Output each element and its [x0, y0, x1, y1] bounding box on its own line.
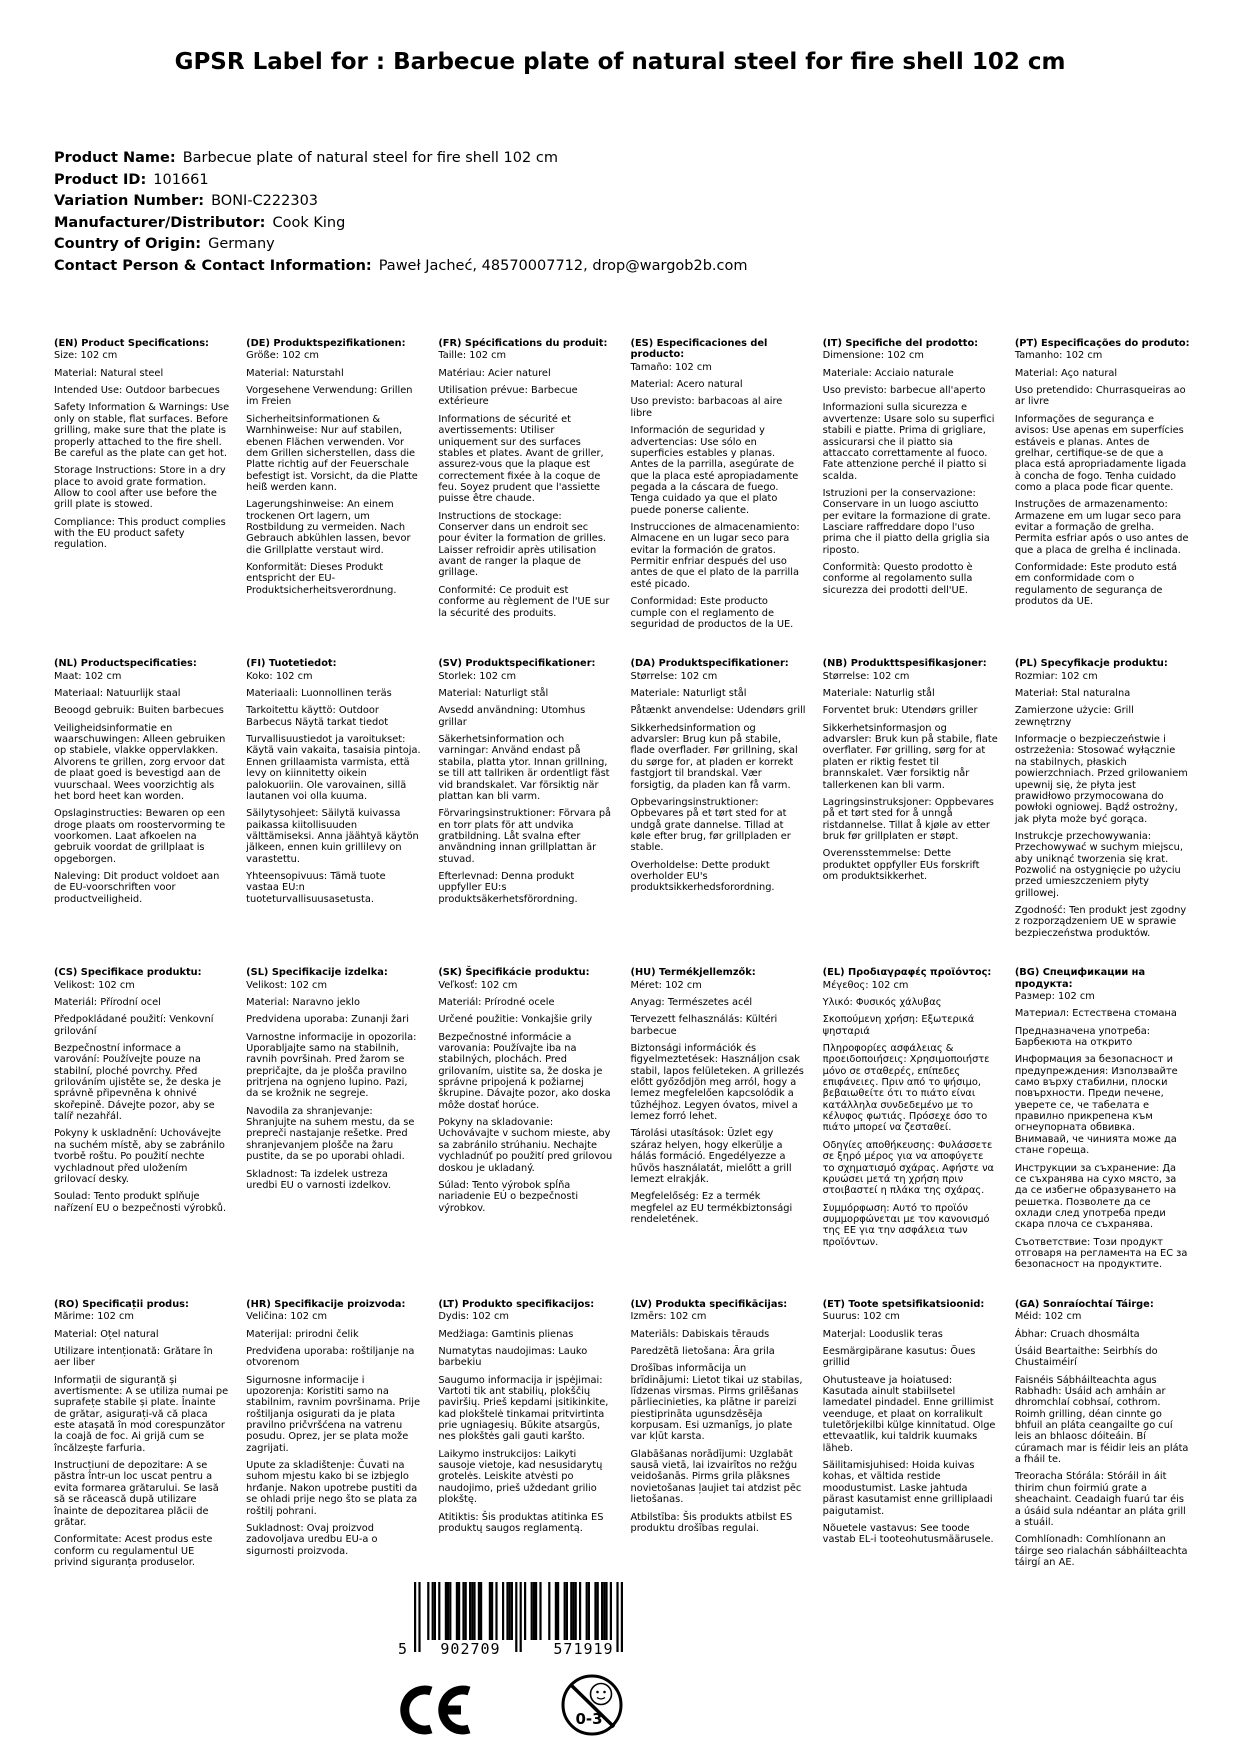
language-spec-header: (NL) Productspecificaties:: [54, 658, 197, 670]
spec-paragraph: Opslaginstructies: Bewaren op een droge plaats om roostervorming te voorkomen. Laat afkoelen na gebruik voordat de grillplaat is opgeborgen.: [54, 808, 226, 865]
language-spec-header: (EN) Product Specifications:: [54, 338, 209, 349]
spec-paragraph: Sikkerhetsinformasjon og advarsler: Bruk kun på stabile, flate overflater. Før grilling, sørg for at platen er riktig festet til brannskalet. Vær forsiktig når tallerkenen kan bli varm.: [822, 722, 998, 791]
spec-paragraph: Größe: 102 cm: [246, 350, 319, 362]
language-spec-section: [438, 967, 613, 1271]
spec-paragraph: Turvallisuustiedot ja varoitukset: Käytä vain vakaita, tasaisia pintoja. Ennen grillaamista varmista, että levy on kiinnitetty oikein palokuoriin. Ole varovainen, sillä lautanen voi olla kuuma.: [246, 734, 421, 802]
spec-paragraph: Konformität: Dieses Produkt entspricht der EU-Produktsicherheitsverordnung.: [246, 562, 397, 596]
language-spec-header: (RO) Specificații produs:: [54, 1298, 189, 1310]
spec-paragraph: Säilitamisjuhised: Hoida kuivas kohas, et vältida restide moodustumist. Laske jahtuda pärast kasutamist enne grilliplaadi paigutamist.: [822, 1460, 993, 1517]
spec-paragraph: Συμμόρφωση: Αυτό το προϊόν συμμορφώνεται με τον κανονισμό της ΕΕ για την ασφάλεια των προϊόντων.: [822, 1202, 990, 1248]
language-spec-section: [246, 338, 421, 630]
product-info-label: Product ID:: [54, 171, 147, 188]
product-info-label: Country of Origin:: [54, 236, 202, 252]
spec-paragraph: Laikymo instrukcijos: Laikyti sausoje vietoje, kad nesusidarytų grotelės. Leiskite atvėsti po naudojimo, prieš uždedant grilio plokštę.: [438, 1448, 603, 1506]
spec-paragraph: Conformitate: Acest produs este conform cu regulamentul UE privind siguranța produselor.: [54, 1534, 213, 1568]
language-spec-section: [246, 1299, 421, 1569]
spec-paragraph: Zamierzone użycie: Grill zewnętrzny: [1014, 705, 1134, 728]
language-spec-section: [631, 1299, 806, 1569]
language-spec-section: [631, 967, 806, 1271]
spec-paragraph: Materiaal: Natuurlijk staal: [54, 687, 181, 699]
language-spec-section: [54, 1299, 229, 1569]
language-spec-section: [54, 658, 229, 939]
spec-paragraph: Предназначена употреба: Барбекюта на открито: [1014, 1025, 1151, 1048]
spec-paragraph: Instructions de stockage: Conserver dans un endroit sec pour éviter la formation de grilles. Laisser refroidir après utilisation avant de ranger la plaque de grillage.: [438, 510, 607, 579]
spec-paragraph: Informacje o bezpieczeństwie i ostrzeżenia: Stosować wyłącznie na stabilnych, płaskich powierzchniach. Przed grilowaniem upewnij się, że płyta jest prawidłowo przymocowana do powłoki ogniowej. Bądź ostrożny, jak płyta może być gorąca.: [1014, 734, 1188, 825]
language-spec-header: (BG) Спецификации на продукта:: [1014, 967, 1146, 990]
language-spec-header: (DE) Produktspezifikationen:: [246, 338, 406, 349]
spec-paragraph: Overensstemmelse: Dette produktet oppfyller EUs forskrift om produktsikkerhet.: [822, 848, 980, 883]
spec-paragraph: Úsáid Beartaithe: Seirbhís do Chustaiméirí: [1014, 1345, 1158, 1369]
spec-paragraph: Информация за безопасност и предупреждения: Използвайте само върху стабилни, плоски повърхности. Преди печене, уверете се, че табелата е правилно прикрепена към огнеупорната обвивка. Внимавай, че чинията може да стане гореща.: [1014, 1054, 1178, 1157]
product-info-block: [54, 148, 748, 277]
spec-paragraph: Istruzioni per la conservazione: Conservare in un luogo asciutto per evitare la formazione di grate. Lasciare raffreddare dopo l'uso prima che il piatto della griglia sia riposto.: [822, 487, 991, 556]
spec-paragraph: Forventet bruk: Utendørs griller: [822, 705, 978, 717]
language-spec-section: [438, 1299, 613, 1569]
language-spec-body: [1015, 1311, 1190, 1568]
page-title: GPSR Label for : Barbecue plate of natural steel for fire shell 102 cm: [174, 49, 1066, 75]
spec-paragraph: Pokyny k uskladnění: Uchovávejte na suchém místě, aby se zabránilo tvorbě roštu. Po použití nechte vychladnout před uložením grilovací desky.: [54, 1128, 225, 1185]
spec-paragraph: Dydis: 102 cm: [438, 1311, 509, 1323]
language-spec-body: [438, 980, 613, 1214]
spec-paragraph: Instrucciones de almacenamiento: Almacene en un lugar seco para evitar la formación de gratos. Permitir enfriar después del uso antes de que el plato de la parrilla esté picado.: [630, 522, 800, 590]
language-spec-body: [631, 1311, 806, 1534]
spec-paragraph: Informazioni sulla sicurezza e avvertenze: Usare solo su superfici stabili e piatte. Prima di grigliare, assicurarsi che il piatto sia attaccato correttamente al fuoco. Fate attenzione perché il piatto si scalda.: [822, 402, 995, 482]
spec-paragraph: Materiał: Stal naturalna: [1014, 687, 1131, 699]
ce-mark-icon: [400, 1684, 474, 1740]
spec-paragraph: Förvaringsinstruktioner: Förvara på en torr plats för att undvika gratbildning. Låt svalna efter användning innan grillplattan är stuvad.: [438, 808, 612, 865]
language-spec-body: [54, 671, 229, 905]
spec-paragraph: Veľkosť: 102 cm: [438, 979, 518, 991]
spec-paragraph: Efterlevnad: Denna produkt uppfyller EU:s produktsäkerhetsförordning.: [438, 871, 578, 905]
language-spec-body: [246, 671, 421, 905]
barcode-group1: 902709: [440, 1640, 501, 1658]
spec-paragraph: Instruções de armazenamento: Armazene em um lugar seco para evitar a formação de grelha. Permita esfriar após o uso antes de que a placa de grelha é inclinada.: [1014, 499, 1189, 556]
spec-paragraph: Материал: Естествена стомана: [1014, 1008, 1177, 1020]
spec-paragraph: Material: Natural steel: [54, 367, 164, 379]
spec-paragraph: Uso previsto: barbecue all'aperto: [822, 385, 986, 397]
language-spec-section: [1015, 1299, 1190, 1569]
language-spec-header: (NB) Produkttspesifikasjoner:: [822, 658, 987, 670]
spec-paragraph: Navodila za shranjevanje: Shranjujte na suhem mestu, da se prepreči nastajanje rešetke. Pred shranjevanjem plošče na žaru pustite, da se po uporabi ohladi.: [246, 1105, 415, 1163]
spec-paragraph: Předpokládané použití: Venkovní grilování: [54, 1014, 214, 1037]
product-info-row: [54, 256, 748, 278]
spec-paragraph: Materjal: Looduslik teras: [822, 1328, 943, 1340]
language-spec-body: [246, 350, 421, 596]
spec-paragraph: Atbilstība: Šis produkts atbilst ES produktu drošības regulai.: [630, 1511, 793, 1534]
spec-paragraph: Bezpečnostné informácie a varovania: Používajte iba na stabilných, plochách. Pred grilovaním, uistite sa, že doska je správne pripojená k požiarnej škrupine. Dávajte pozor, ako doska môže dostať horúce.: [438, 1031, 611, 1111]
language-spec-header: (SV) Produktspecifikationer:: [438, 658, 596, 670]
spec-paragraph: Ábhar: Cruach dhosmálta: [1014, 1328, 1140, 1340]
spec-paragraph: Conformidad: Este producto cumple con el reglamento de seguridad de productos de la UE.: [630, 596, 794, 630]
spec-paragraph: Material: Acero natural: [630, 379, 743, 391]
language-spec-header: (LV) Produkta specifikācijas:: [630, 1298, 788, 1310]
language-spec-body: [54, 350, 229, 550]
language-spec-section: [438, 658, 613, 939]
language-spec-body: [246, 980, 421, 1192]
spec-paragraph: Biztonsági információk és figyelmeztetések: Használjon csak stabil, lapos felületeken. A grillezés előtt győződjön meg arról, hogy a lemez megfelelően kapcsolódik a tűzhéjhoz. Legyen óvatos, mivel a lemez forró lehet.: [630, 1042, 804, 1123]
language-spec-section: [823, 658, 998, 939]
language-spec-section: [823, 967, 998, 1271]
product-info-value: Barbecue plate of natural steel for fire shell 102 cm: [182, 150, 558, 166]
product-info-label: Variation Number:: [54, 193, 205, 209]
spec-paragraph: Glabāšanas norādījumi: Uzglabāt sausā vietā, lai izvairītos no režģu veidošanās. Pirms grila plāksnes novietošanas ļaujiet tai atdzist pēc lietošanas.: [630, 1448, 802, 1506]
spec-paragraph: Predvidena uporaba: Zunanji žari: [246, 1014, 409, 1026]
spec-paragraph: Maat: 102 cm: [54, 670, 122, 682]
spec-paragraph: Treoracha Stórála: Stóráil in áit thirim chun foirmiú grate a sheachaint. Ceadaigh fuarú tar éis a úsáid sula ndéantar an pláta grill a stuáil.: [1014, 1471, 1186, 1528]
product-info-label: Manufacturer/Distributor:: [54, 214, 266, 231]
spec-paragraph: Påtænkt anvendelse: Udendørs grill: [630, 705, 806, 717]
spec-paragraph: Instrukcje przechowywania: Przechowywać w suchym miejscu, aby uniknąć tworzenia się krat. Pozwolić na ostygnięcie po użyciu przed umieszczeniem płyty grillowej.: [1014, 830, 1183, 899]
spec-paragraph: Sicherheitsinformationen & Warnhinweise: Nur auf stabilen, ebenen Flächen verwenden. Vor dem Grillen sicherstellen, dass die Platte richtig auf der Feuerschale befestigt ist. Vorsicht, da die Platte heiß werden kann.: [246, 413, 418, 493]
spec-paragraph: Size: 102 cm: [54, 350, 118, 362]
spec-paragraph: Izmērs: 102 cm: [630, 1311, 707, 1323]
spec-paragraph: Mărime: 102 cm: [54, 1311, 134, 1323]
spec-paragraph: Storlek: 102 cm: [438, 670, 516, 682]
language-spec-header: (SL) Specifikacije izdelka:: [246, 967, 388, 979]
spec-paragraph: Tamaño: 102 cm: [630, 361, 712, 373]
spec-paragraph: Sukladnost: Ovaj proizvod zadovoljava uredbu EU-a o sigurnosti proizvoda.: [246, 1522, 378, 1557]
language-spec-section: [438, 338, 613, 630]
spec-paragraph: Størrelse: 102 cm: [630, 670, 718, 682]
spec-paragraph: Οδηγίες αποθήκευσης: Φυλάσσετε σε ξηρό μέρος για να αποφύγετε το σχηματισμό σχάρας. Αφήστε να κρυώσει μετά τη χρήση πριν στοιβαστεί η πλάκα της σχάρας.: [822, 1139, 994, 1197]
language-spec-section: [246, 967, 421, 1271]
language-spec-body: [438, 350, 613, 619]
language-spec-section: [54, 338, 229, 630]
spec-paragraph: Uso previsto: barbacoas al aire libre: [630, 396, 783, 419]
spec-paragraph: Dimensione: 102 cm: [822, 350, 924, 362]
language-spec-section: [631, 658, 806, 939]
language-spec-section: [1015, 967, 1190, 1271]
language-spec-header: (FI) Tuotetiedot:: [246, 658, 337, 670]
spec-paragraph: Velikost: 102 cm: [246, 979, 327, 991]
spec-paragraph: Størrelse: 102 cm: [822, 670, 910, 682]
barcode-digits: [398, 1640, 640, 1658]
language-spec-header: (DA) Produktspecifikationer:: [630, 658, 789, 670]
ean-barcode: [398, 1582, 640, 1660]
product-info-row: [54, 170, 748, 192]
language-spec-header: (LT) Produkto specifikacijos:: [438, 1298, 595, 1310]
spec-paragraph: Υλικό: Φυσικός χάλυβας: [822, 996, 942, 1008]
product-info-value: BONI-C222303: [211, 193, 319, 209]
spec-paragraph: Instrucțiuni de depozitare: A se păstra într-un loc uscat pentru a evita formarea grătarului. Se lasă să se răcească după utilizare înainte de depozitarea plăcii de grătar.: [54, 1460, 219, 1528]
language-spec-header: (HR) Specifikacije proizvoda:: [246, 1298, 406, 1310]
spec-paragraph: Safety Information & Warnings: Use only on stable, flat surfaces. Before grilling, make sure that the plate is properly attached to the fire shell. Be careful as the plate can get hot.: [54, 402, 230, 459]
spec-paragraph: Intended Use: Outdoor barbecues: [54, 385, 220, 397]
spec-paragraph: Saugumo informacija ir įspėjimai: Vartoti tik ant stabilių, plokščių paviršių. Prieš kepdami įsitikinkite, kad plokštelė tinkamai pritvirtinta prie ugniagesių. Būkite atsargūs, nes plokštės gali gauti karšto.: [438, 1374, 609, 1443]
spec-paragraph: Zgodność: Ten produkt jest zgodny z rozporządzeniem UE w sprawie bezpieczeństwa produktów.: [1014, 905, 1187, 939]
spec-paragraph: Medžiaga: Gamtinis plienas: [438, 1328, 574, 1340]
language-spec-body: [631, 671, 806, 894]
spec-paragraph: Размер: 102 cm: [1014, 990, 1095, 1002]
spec-paragraph: Tarkoitettu käyttö: Outdoor Barbecus Näytä tarkat tiedot: [246, 705, 389, 728]
language-spec-header: (SK) Špecifikácie produktu:: [438, 967, 590, 979]
language-spec-body: [438, 671, 613, 905]
spec-paragraph: Инструкции за съхранение: Да се съхранява на сухо място, за да се избегне образуването на решетка. Позволете да се охлади след употреба преди скара плоча се съхранява.: [1014, 1162, 1177, 1231]
spec-paragraph: Lagerungshinweise: An einem trockenen Ort lagern, um Rostbildung zu vermeiden. Nach Gebrauch abkühlen lassen, bevor die Grillplatte verstaut wird.: [246, 499, 411, 556]
language-specs-grid: [54, 338, 1190, 1568]
barcode-lead-digit: 5: [398, 1640, 408, 1658]
spec-paragraph: Vorgesehene Verwendung: Grillen im Freien: [246, 385, 413, 408]
spec-paragraph: Koko: 102 cm: [246, 670, 313, 682]
language-spec-section: [823, 1299, 998, 1569]
spec-paragraph: Informações de segurança e avisos: Use apenas em superfícies estáveis e planas. Antes de grelhar, certifique-se de que a placa está apropriadamente ligada à concha de fogo. Tenha cuidado como a placa pode ficar quente.: [1014, 413, 1187, 493]
language-spec-body: [54, 1311, 229, 1568]
language-spec-section: [246, 658, 421, 939]
spec-paragraph: Compliance: This product complies with the EU product safety regulation.: [54, 516, 226, 551]
product-info-value: Paweł Jacheć, 48570007712, drop@wargob2b.com: [378, 257, 748, 274]
language-spec-body: [1015, 350, 1190, 607]
spec-paragraph: Πληροφορίες ασφάλειας & προειδοποιήσεις: Χρησιμοποιήστε μόνο σε σταθερές, επίπεδες επιφάνειες. Πριν από το ψήσιμο, βεβαιωθείτε ότι το πιάτο είναι κατάλληλα συνδεδεμένο με το κέλυφος φωτιάς. Πρόσεχε όσο το πιάτο μπορεί να ζεσταθεί.: [822, 1042, 990, 1134]
language-spec-body: [823, 671, 998, 883]
language-spec-section: [1015, 658, 1190, 939]
product-info-row: [54, 213, 748, 235]
spec-paragraph: Material: Naturligt stål: [438, 687, 549, 699]
spec-paragraph: Съответствие: Този продукт отговаря на регламента на ЕС за безопасност на продуктите.: [1014, 1236, 1188, 1271]
spec-paragraph: Materiaali: Luonnollinen teräs: [246, 687, 392, 699]
language-spec-header: (HU) Termékjellemzők:: [630, 967, 756, 979]
spec-paragraph: Paredzētā lietošana: Āra grila: [630, 1345, 775, 1357]
product-info-value: Cook King: [272, 214, 346, 231]
spec-paragraph: Skladnost: Ta izdelek ustreza uredbi EU o varnosti izdelkov.: [246, 1168, 392, 1191]
language-spec-body: [246, 1311, 421, 1557]
spec-paragraph: Varnostne informacije in opozorila: Uporabljajte samo na stabilnih, ravnih površinah. Pred žarom se prepričajte, da je plošča pravilno pritrjena na ognjeno lupino. Pazi, da se krožnik ne segreje.: [246, 1031, 417, 1100]
spec-paragraph: Utilisation prévue: Barbecue extérieure: [438, 385, 578, 408]
language-spec-body: [54, 980, 229, 1214]
spec-paragraph: Utilizare intenționată: Grătare în aer liber: [54, 1345, 213, 1369]
spec-paragraph: Materiál: Prírodné ocele: [438, 996, 555, 1008]
spec-paragraph: Materiál: Přírodní ocel: [54, 996, 161, 1008]
spec-paragraph: Rozmiar: 102 cm: [1014, 670, 1098, 682]
language-spec-body: [1015, 671, 1190, 940]
spec-paragraph: Comhlíonadh: Comhlíonann an táirge seo rialachán sábháilteachta táirgí an AE.: [1014, 1534, 1188, 1568]
spec-paragraph: Taille: 102 cm: [438, 350, 507, 362]
spec-paragraph: Soulad: Tento produkt splňuje nařízení EU o bezpečnosti výrobků.: [54, 1191, 227, 1214]
product-info-row: [54, 234, 748, 256]
spec-paragraph: Material: Oțel natural: [54, 1328, 159, 1340]
language-spec-body: [823, 350, 998, 596]
spec-paragraph: Pokyny na skladovanie: Uchovávajte v suchom mieste, aby sa zabránilo strúhaniu. Nechajte vychladnúť po použití pred grilovou doskou je ukladaný.: [438, 1117, 613, 1174]
spec-paragraph: Conformità: Questo prodotto è conforme al regolamento sulla sicurezza dei prodotti dell'UE.: [822, 562, 973, 596]
spec-paragraph: Sikkerhedsinformation og advarsler: Brug kun på stabile, flade overflader. Før grillning, skal du sørge for, at pladen er korrekt fastgjort til brandskal. Vær forsigtig, da pladen kan få varm.: [630, 722, 798, 791]
spec-paragraph: Materiale: Naturlig stål: [822, 687, 935, 699]
spec-paragraph: Conformité: Ce produit est conforme au règlement de l'UE sur la sécurité des produits.: [438, 584, 610, 619]
spec-paragraph: Atitiktis: Šis produktas atitinka ES produktų saugos reglamentą.: [438, 1511, 604, 1534]
spec-paragraph: Drošības informācija un brīdinājumi: Lietot tikai uz stabilas, līdzenas virsmas. Pirms grilēšanas pārliecinieties, ka plātne ir pareizi piestiprināta ugunsdzēsēja korpusam. Esi uzmanīgs, jo plate var kļūt karsta.: [630, 1363, 803, 1443]
spec-paragraph: Faisnéis Sábháilteachta agus Rabhadh: Úsáid ach amháin ar dhromchlaí cobhsaí, cothrom. Roimh grilling, déan cinnte go bhfuil an pláta ceangailte go cuí leis an bhlaosc dóiteáin. Bí cúramach mar is féidir leis an pláta a fháil te.: [1014, 1374, 1189, 1466]
spec-paragraph: Predviđena uporaba: roštiljanje na otvorenom: [246, 1345, 415, 1369]
spec-paragraph: Overholdelse: Dette produkt overholder EU's produktsikkerhedsforordning.: [630, 859, 775, 894]
language-spec-body: [631, 362, 806, 631]
spec-paragraph: Veiligheidsinformatie en waarschuwingen: Alleen gebruiken op stabiele, vlakke oppervlakken. Alvorens te grillen, zorg ervoor dat de plaat goed is bevestigd aan de vuurschaal. Wees voorzichtig als het bord heet kan worden.: [54, 722, 226, 802]
spec-paragraph: Eesmärgipärane kasutus: Õues grillid: [822, 1345, 976, 1369]
language-spec-header: (ET) Toote spetsifikatsioonid:: [822, 1298, 985, 1310]
barcode-group2: 571919: [553, 1640, 614, 1658]
spec-paragraph: Ohutusteave ja hoiatused: Kasutada ainult stabiilsetel lamedatel pindadel. Enne grillimist veenduge, et plaat on korralikult tuletõrjekilbi külge kinnitatud. Olge ettevaatlik, kui taldrik kuumaks läheb.: [822, 1374, 996, 1454]
spec-paragraph: Säilytysohjeet: Säilytä kuivassa paikassa kiitollisuuden välttämiseksi. Anna jäähtyä käytön jälkeen, ennen kuin grillilevy on varastettu.: [246, 808, 419, 865]
product-info-value: 101661: [153, 171, 209, 188]
spec-paragraph: Upute za skladištenje: Čuvati na suhom mjestu kako bi se izbjeglo hrđanje. Nakon upotrebe pustiti da se ohladi prije nego što se plata za roštilj pohrani.: [246, 1460, 418, 1517]
language-spec-section: [631, 338, 806, 630]
spec-paragraph: Veličina: 102 cm: [246, 1311, 328, 1323]
spec-paragraph: Numatytas naudojimas: Lauko barbekiu: [438, 1345, 588, 1369]
language-spec-body: [823, 1311, 998, 1545]
spec-paragraph: Avsedd användning: Utomhus grillar: [438, 705, 586, 728]
language-spec-header: (CS) Specifikace produktu:: [54, 967, 202, 979]
spec-paragraph: Informations de sécurité et avertissements: Utiliser uniquement sur des surfaces stables et plates. Avant de griller, assurez-vous que la plaque est correctement fixée à la coque de feu. Soyez prudent que l'assiette puisse être chaude.: [438, 413, 604, 505]
spec-paragraph: Tárolási utasítások: Üzlet egy száraz helyen, hogy elkerülje a hálás formáció. Engedélyezze a hűvös használatát, mielőtt a grill lemezt elrakják.: [630, 1128, 792, 1185]
spec-paragraph: Nõuetele vastavus: See toode vastab EL-i tooteohutusmäärusele.: [822, 1522, 994, 1546]
spec-paragraph: Storage Instructions: Store in a dry place to avoid grate formation. Allow to cool after use before the grill plate is stowed.: [54, 465, 226, 511]
spec-paragraph: Säkerhetsinformation och varningar: Använd endast på stabila, platta ytor. Innan grillning, se till att tallriken är ordentligt fäst vid brandskalet. Var försiktig när plattan kan bli varm.: [438, 734, 610, 802]
language-spec-header: (IT) Specifiche del prodotto:: [822, 338, 979, 349]
language-spec-body: [631, 980, 806, 1226]
spec-paragraph: Sigurnosne informacije i upozorenja: Koristiti samo na stabilnim, ravnim površinama. Prije roštiljanja osigurati da je plata pravilno pričvršćena na vatrenu posudu. Oprez, jer se plata može zagrijati.: [246, 1374, 420, 1454]
language-spec-body: [823, 980, 998, 1249]
spec-paragraph: Μέγεθος: 102 cm: [822, 979, 909, 991]
language-spec-header: (EL) Προδιαγραφές προϊόντος:: [822, 967, 992, 979]
spec-paragraph: Informații de siguranță și avertismente: A se utiliza numai pe suprafețe stabile și plate. Înainte de grătar, asigurați-vă că placa este atașată în mod corespunzător la coajă de foc. Ai grijă cum se încălzește farfuria.: [54, 1374, 229, 1454]
spec-paragraph: Méid: 102 cm: [1014, 1311, 1082, 1323]
spec-paragraph: Velikost: 102 cm: [54, 979, 135, 991]
spec-paragraph: Tamanho: 102 cm: [1014, 350, 1103, 362]
language-spec-header: (PT) Especificações do produto:: [1014, 338, 1190, 349]
language-spec-body: [438, 1311, 613, 1534]
age-warning-0-3-icon: [560, 1666, 624, 1748]
spec-paragraph: Yhteensopivuus: Tämä tuote vastaa EU:n tuoteturvallisuusasetusta.: [246, 871, 386, 905]
spec-paragraph: Súlad: Tento výrobok spĺňa nariadenie EÚ o bezpečnosti výrobkov.: [438, 1179, 579, 1214]
spec-paragraph: Material: Aço natural: [1014, 367, 1118, 379]
language-spec-header: (ES) Especificaciones del producto:: [630, 338, 768, 361]
language-spec-header: (GA) Sonraíochtaí Táirge:: [1014, 1298, 1154, 1310]
product-info-value: Germany: [208, 236, 275, 252]
age-warning-text: 0-3: [575, 1710, 603, 1728]
spec-paragraph: Materiale: Acciaio naturale: [822, 367, 954, 379]
spec-paragraph: Materijal: prirodni čelik: [246, 1328, 359, 1340]
spec-paragraph: Suurus: 102 cm: [822, 1311, 900, 1323]
spec-paragraph: Matériau: Acier naturel: [438, 367, 551, 379]
spec-paragraph: Anyag: Természetes acél: [630, 996, 753, 1008]
spec-paragraph: Určené použitie: Vonkajšie grily: [438, 1014, 593, 1026]
language-spec-header: (FR) Spécifications du produit:: [438, 338, 608, 349]
spec-paragraph: Conformidade: Este produto está em conformidade com o regulamento de segurança de produtos da UE.: [1014, 562, 1177, 608]
product-info-label: Product Name:: [54, 150, 176, 166]
language-spec-section: [54, 967, 229, 1271]
spec-paragraph: Materiāls: Dabiskais tērauds: [630, 1328, 770, 1340]
spec-paragraph: Información de seguridad y advertencias: Use sólo en superficies estables y planas. Antes de la parrilla, asegúrate de que la placa esté apropiadamente pegada a la cáscara de fuego. Tenga cuidado ya que el plato puede ponerse caliente.: [630, 425, 799, 516]
language-spec-section: [823, 338, 998, 630]
language-spec-section: [1015, 338, 1190, 630]
language-spec-header: (PL) Specyfikacje produktu:: [1014, 658, 1168, 670]
spec-paragraph: Tervezett felhasználás: Kültéri barbecue: [630, 1014, 778, 1037]
spec-paragraph: Uso pretendido: Churrasqueiras ao ar livre: [1014, 385, 1186, 408]
spec-paragraph: Material: Naravno jeklo: [246, 996, 360, 1008]
product-info-row: [54, 191, 748, 213]
spec-paragraph: Naleving: Dit product voldoet aan de EU-voorschriften voor productveiligheid.: [54, 871, 220, 905]
spec-paragraph: Megfelelőség: Ez a termék megfelel az EU termékbiztonsági rendeletének.: [630, 1191, 793, 1225]
spec-paragraph: Méret: 102 cm: [630, 979, 702, 991]
spec-paragraph: Bezpečnostní informace a varování: Používejte pouze na stabilní, ploché povrchy. Před grilováním ujistěte se, že deska je správně připevněna k ohnivé skořepině. Dávejte pozor, aby se talíř nezahřál.: [54, 1042, 222, 1123]
spec-paragraph: Materiale: Naturligt stål: [630, 687, 747, 699]
spec-paragraph: Beoogd gebruik: Buiten barbecues: [54, 705, 224, 717]
spec-paragraph: Material: Naturstahl: [246, 367, 344, 379]
product-info-row: [54, 148, 748, 170]
spec-paragraph: Σκοπούμενη χρήση: Εξωτερικά ψησταριά: [822, 1014, 975, 1037]
product-info-label: Contact Person & Contact Information:: [54, 257, 372, 274]
spec-paragraph: Lagringsinstruksjoner: Oppbevares på et tørt sted for å unngå ristdannelse. Tillat å kjøle av etter bruk før grillplaten er støpt.: [822, 796, 994, 842]
language-spec-body: [1015, 991, 1190, 1271]
spec-paragraph: Opbevaringsinstruktioner: Opbevares på et tørt sted for at undgå grate dannelse. Tillad at køle efter brug, før grillpladen er stable.: [630, 796, 791, 854]
